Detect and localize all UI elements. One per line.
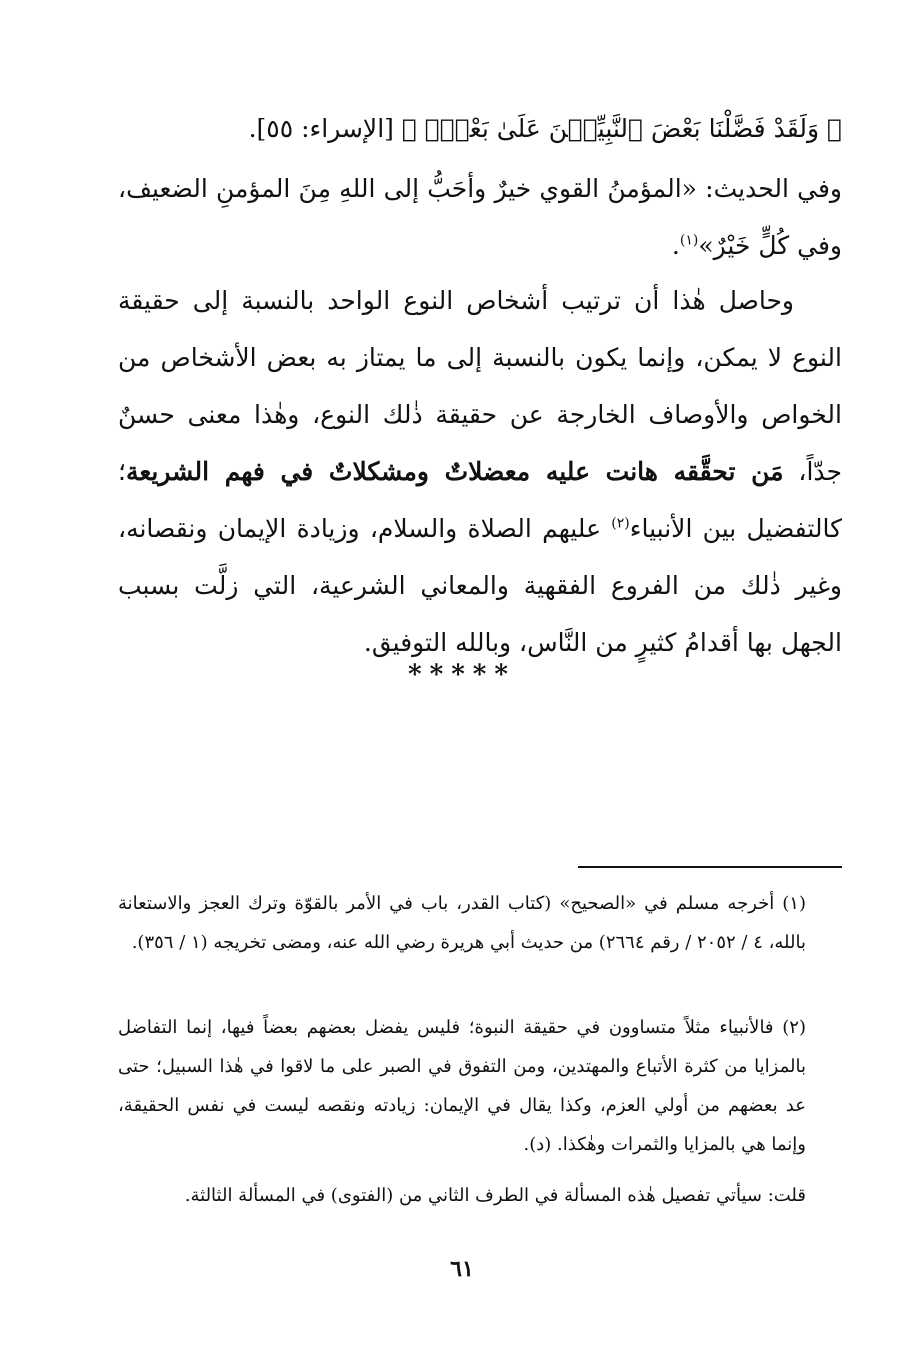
summary-text-part1: وحاصل هٰذا أن ترتيب أشخاص النوع الواحد بالنسبة إلى حقيقة النوع لا يمكن، وإنما يكون بالنسبة إلى ما يمتاز به بعض الأشخاص من الخواص والأوصاف الخارجة عن حقيقة ذٰلك النوع، وهٰذا معنى حسنٌ جدّاً،: [118, 286, 842, 486]
quran-verse-text: ﴿ وَلَقَدْ فَضَّلْنَا بَعْضَ ٱلنَّبِيِّـۧنَ عَلَىٰ بَعْضٍۢ ﴾ [الإسراء: ٥٥].: [248, 114, 842, 143]
footnote-ref-1[interactable]: (١): [679, 232, 699, 249]
page-number: ٦١: [450, 1256, 474, 1282]
quran-verse: [118, 100, 842, 157]
hadith-paragraph: [118, 160, 842, 274]
footnote-ref-2[interactable]: (٢): [611, 515, 630, 532]
footnote-separator: [578, 866, 842, 868]
footnote-2: [118, 1008, 842, 1164]
footnote-3: [118, 1176, 842, 1215]
hadith-text: وفي الحديث: «المؤمنُ القوي خيرٌ وأحَبُّ إلى اللهِ مِنَ المؤمنِ الضعيف، وفي كُلٍّ خَيْرٌ»: [118, 174, 842, 260]
summary-text-part2: ؛ كالتفضيل بين الأنبياء: [118, 457, 842, 543]
summary-bold-text: مَن تحقَّقه هانت عليه معضلاتٌ ومشكلاتٌ في فهم الشريعة: [125, 457, 784, 486]
footnote-1-text: (١) أخرجه مسلم في «الصحيح» (كتاب القدر، باب في الأمر بالقوّة وترك العجز والاستعانة بالله، ٤ / ٢٠٥٢ / رقم ٢٦٦٤) من حديث أبي هريرة رضي الله عنه، ومضى تخريجه (١ / ٣٥٦).: [118, 893, 806, 953]
footnote-1: [118, 884, 842, 962]
summary-text-part3: عليهم الصلاة والسلام، وزيادة الإيمان ونقصانه، وغير ذٰلك من الفروع الفقهية والمعاني الشرعية، التي زلَّت بسبب الجهل بها أقدامُ كثيرٍ من النَّاس، وبالله التوفيق.: [118, 514, 842, 657]
hadith-end: .: [671, 231, 680, 260]
summary-paragraph: [118, 272, 842, 671]
footnote-3-text: قلت: سيأتي تفصيل هٰذه المسألة في الطرف الثاني من (الفتوى) في المسألة الثالثة.: [184, 1185, 806, 1206]
section-divider-stars: *****: [408, 660, 516, 690]
footnote-2-text: (٢) فالأنبياء مثلاً متساوون في حقيقة النبوة؛ فليس يفضل بعضهم بعضاً فيها، إنما التفاضل بالمزايا من كثرة الأتباع والمهتدين، ومن التفوق في الصبر على ما لاقوا في هٰذا السبيل؛ حتى عد بعضهم من أولي العزم، وكذا يقال في الإيمان: زيادته ونقصه ليست في نفس الحقيقة، وإنما هي بالمزايا والثمرات وهٰكذا. (د).: [118, 1017, 806, 1155]
